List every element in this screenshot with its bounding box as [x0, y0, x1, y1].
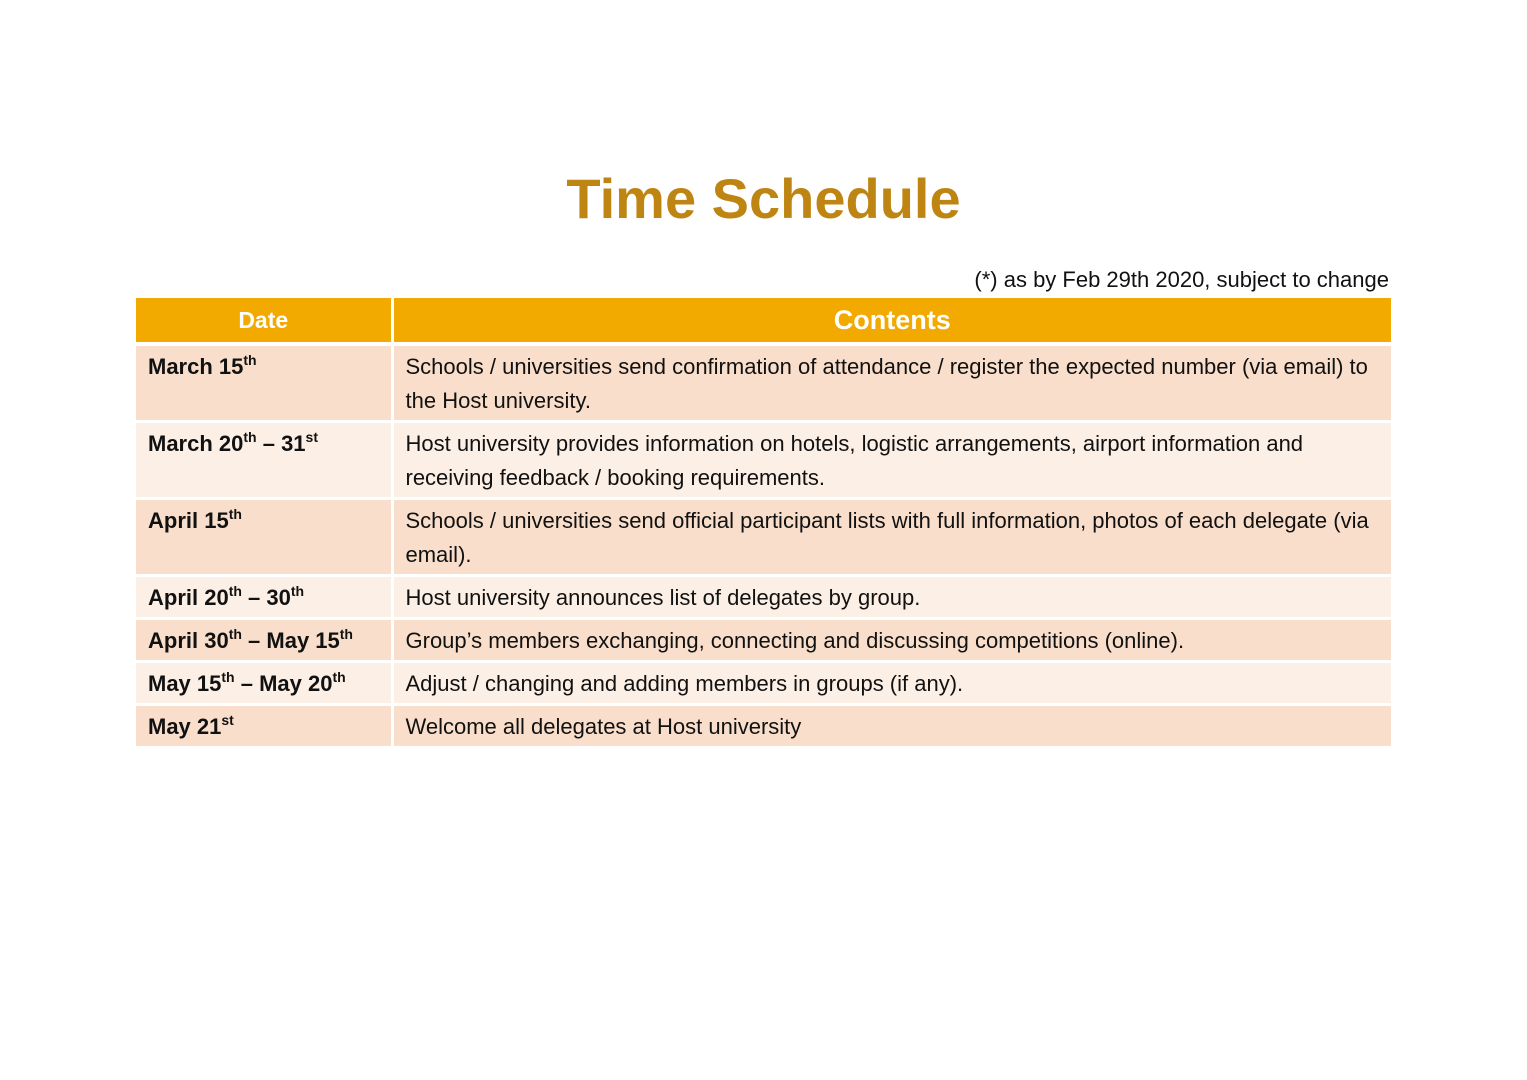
- date-ordinal-suffix: th: [221, 669, 235, 685]
- date-text: April 30: [148, 628, 229, 653]
- date-ordinal-suffix: th: [332, 669, 346, 685]
- schedule-content-cell: Host university provides information on hotels, logistic arrangements, airport information and receiving feedback / booking requirements.: [392, 422, 1391, 499]
- date-ordinal-suffix: th: [228, 583, 242, 599]
- schedule-content-cell: Adjust / changing and adding members in groups (if any).: [392, 662, 1391, 705]
- schedule-content-cell: Schools / universities send confirmation of attendance / register the expected number (via email) to the Host university.: [392, 344, 1391, 422]
- schedule-date-cell: [136, 619, 392, 662]
- date-ordinal-suffix: th: [339, 626, 353, 642]
- schedule-table: [136, 298, 1391, 749]
- date-text: March 20: [148, 431, 244, 456]
- date-text: March 15: [148, 354, 244, 379]
- schedule-date-cell: [136, 662, 392, 705]
- date-text: May 15: [148, 671, 222, 696]
- page-title: Time Schedule: [566, 167, 961, 230]
- schedule-content-cell: Schools / universities send official participant lists with full information, photos of each delegate (via email).: [392, 499, 1391, 576]
- date-ordinal-suffix: th: [290, 583, 305, 599]
- table-row: [136, 576, 1391, 619]
- table-row: [136, 422, 1391, 499]
- schedule-content-cell: Host university announces list of delegates by group.: [392, 576, 1391, 619]
- table-header-row: [136, 298, 1391, 344]
- schedule-date-cell: [136, 344, 392, 422]
- date-ordinal-suffix: st: [221, 712, 234, 728]
- schedule-note: (*) as by Feb 29th 2020, subject to change: [974, 267, 1389, 292]
- table-row: [136, 499, 1391, 576]
- column-header-contents: Contents: [392, 298, 1391, 344]
- date-text: – May 15: [241, 628, 340, 653]
- schedule-date-cell: [136, 499, 392, 576]
- date-text: – 30: [241, 585, 291, 610]
- date-text: May 21: [148, 714, 222, 739]
- schedule-date-cell: [136, 576, 392, 619]
- table-row: [136, 344, 1391, 422]
- schedule-date-cell: [136, 705, 392, 748]
- date-ordinal-suffix: th: [228, 626, 242, 642]
- date-text: – May 20: [234, 671, 333, 696]
- table-row: [136, 705, 1391, 748]
- table-row: [136, 619, 1391, 662]
- date-ordinal-suffix: th: [228, 506, 242, 522]
- date-ordinal-suffix: th: [243, 429, 257, 445]
- schedule-content-cell: Group’s members exchanging, connecting and discussing competitions (online).: [392, 619, 1391, 662]
- schedule-date-cell: [136, 422, 392, 499]
- date-text: April 15: [148, 508, 229, 533]
- date-ordinal-suffix: th: [243, 352, 257, 368]
- date-text: – 31: [256, 431, 306, 456]
- date-ordinal-suffix: st: [305, 429, 318, 445]
- column-header-date: Date: [136, 298, 392, 344]
- schedule-content-cell: Welcome all delegates at Host university: [392, 705, 1391, 748]
- table-row: [136, 662, 1391, 705]
- date-text: April 20: [148, 585, 229, 610]
- schedule-body: [136, 344, 1391, 748]
